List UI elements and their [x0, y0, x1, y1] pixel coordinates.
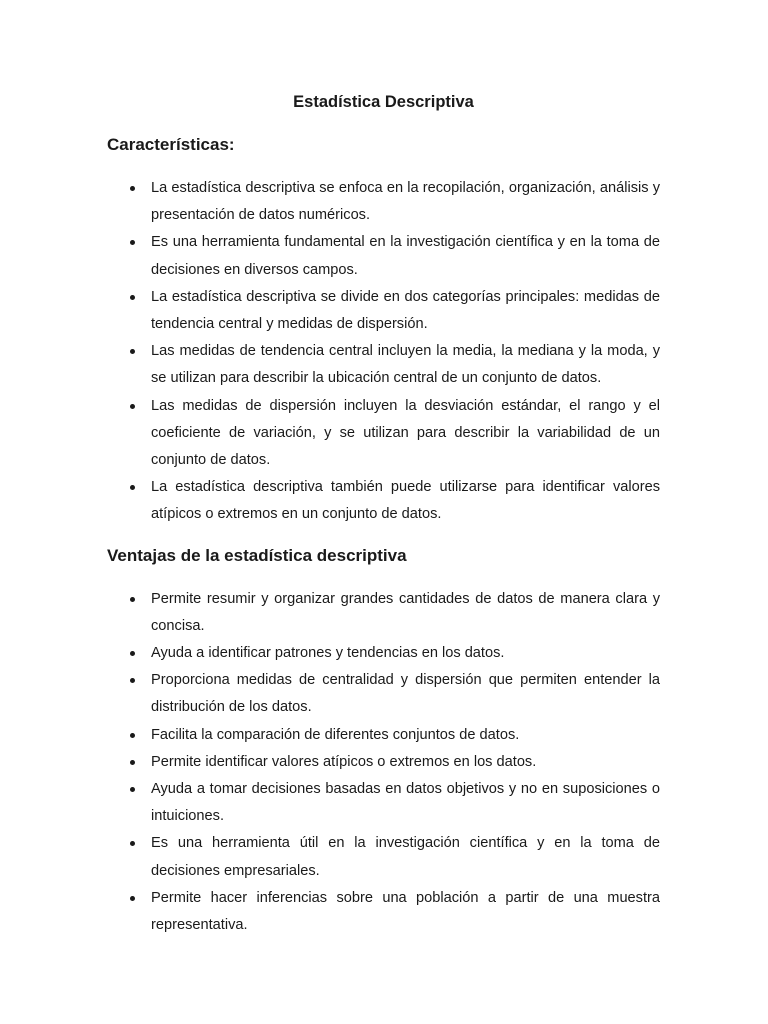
bullet-icon [130, 760, 135, 765]
bullet-icon [130, 349, 135, 354]
bullet-icon [130, 485, 135, 490]
list-item [107, 393, 660, 475]
list-item [107, 474, 660, 528]
bullet-icon [130, 651, 135, 656]
list-item [107, 586, 660, 640]
bullet-icon [130, 787, 135, 792]
list-item [107, 830, 660, 884]
list-item [107, 640, 660, 667]
bullet-icon [130, 240, 135, 245]
list-item [107, 749, 660, 776]
bullet-icon [130, 733, 135, 738]
bullet-icon [130, 597, 135, 602]
bullet-icon [130, 404, 135, 409]
bullet-icon [130, 841, 135, 846]
list-item-text: Es una herramienta fundamental en la investigación científica y en la toma de decisiones en diversos campos. [151, 234, 660, 278]
caracteristicas-list [107, 175, 660, 529]
list-item [107, 776, 660, 830]
list-item-text: La estadística descriptiva se divide en dos categorías principales: medidas de tendencia central y medidas de dispersión. [151, 288, 660, 333]
list-item [107, 284, 660, 338]
list-item [107, 722, 660, 749]
section-heading-caracteristicas: Características: [107, 135, 235, 154]
list-item [107, 229, 660, 283]
list-item-text: La estadística descriptiva también puede utilizarse para identificar valores atípicos o extremos en un conjunto de datos. [151, 479, 660, 523]
list-item-text: Ayuda a tomar decisiones basadas en datos objetivos y no en suposiciones o intuiciones. [151, 781, 660, 825]
list-item-text: Las medidas de tendencia central incluyen la media, la mediana y la moda, y se utilizan para describir la ubicación central de un conjunto de datos. [151, 343, 660, 387]
list-item-text: La estadística descriptiva se enfoca en la recopilación, organización, análisis y presentación de datos numéricos. [151, 180, 660, 224]
list-item-text: Facilita la comparación de diferentes conjuntos de datos. [151, 726, 520, 743]
bullet-icon [130, 295, 135, 300]
list-item-text: Las medidas de dispersión incluyen la desviación estándar, el rango y el coeficiente de variación, y se utilizan para describir la variabilidad de un conjunto de datos. [151, 397, 660, 469]
ventajas-list [107, 586, 660, 940]
section-heading-ventajas: Ventajas de la estadística descriptiva [107, 545, 407, 565]
list-item-text: Permite resumir y organizar grandes cantidades de datos de manera clara y concisa. [151, 590, 660, 634]
list-item [107, 885, 660, 939]
list-item-text: Permite identificar valores atípicos o extremos en los datos. [151, 753, 537, 770]
list-item-text: Ayuda a identificar patrones y tendencias en los datos. [151, 645, 505, 662]
list-item [107, 338, 660, 392]
bullet-icon [130, 678, 135, 683]
list-item-text: Es una herramienta útil en la investigación científica y en la toma de decisiones empresariales. [151, 835, 660, 879]
bullet-icon [130, 186, 135, 191]
list-item-text: Permite hacer inferencias sobre una población a partir de una muestra representativa. [151, 889, 660, 934]
list-item [107, 667, 660, 721]
list-item-text: Proporciona medidas de centralidad y dispersión que permiten entender la distribución de los datos. [151, 672, 660, 716]
list-item [107, 175, 660, 229]
bullet-icon [130, 896, 135, 901]
page-title: Estadística Descriptiva [293, 93, 474, 111]
